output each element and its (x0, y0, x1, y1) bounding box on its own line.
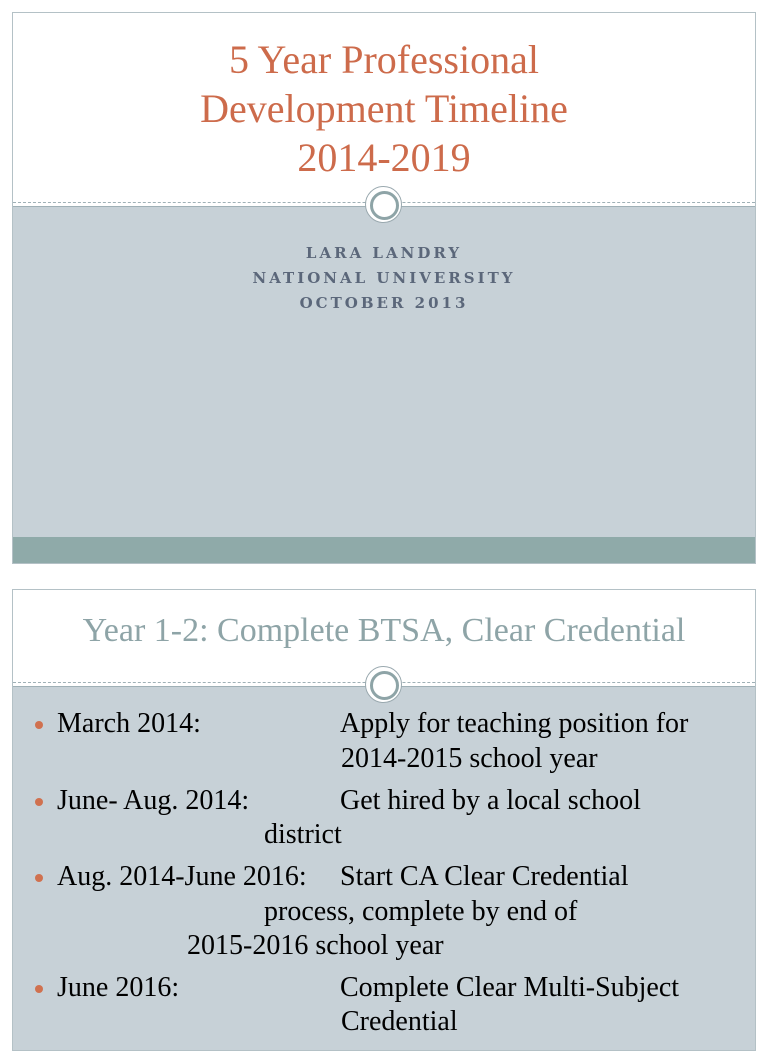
presentation-subtitle (13, 241, 755, 316)
content-slide (12, 589, 756, 1051)
title-slide (12, 12, 756, 564)
author-name: LARA LANDRY (305, 244, 463, 262)
item-text-continued: Credential (341, 1006, 458, 1037)
item-text: Get hired by a local school (340, 785, 641, 816)
item-text: Complete Clear Multi-Subject (340, 972, 680, 1003)
item-text-continued: district (264, 819, 342, 850)
title-line: 5 Year Professional (229, 37, 539, 82)
item-date: March 2014: (57, 708, 201, 739)
item-text-continued: 2015-2016 school year (187, 930, 444, 961)
divider-ring-icon (365, 666, 402, 703)
slide-title: Year 1-2: Complete BTSA, Clear Credential (82, 612, 686, 649)
footer-band (13, 537, 755, 563)
item-date: June 2016: (57, 972, 180, 1003)
title-area (13, 13, 755, 206)
item-date: June- Aug. 2014: (57, 785, 250, 816)
divider-ring-icon (365, 186, 402, 223)
institution: NATIONAL UNIVERSITY (252, 269, 516, 287)
presentation-title (13, 35, 755, 182)
item-text-continued: process, complete by end of (264, 896, 578, 927)
title-line: 2014-2019 (297, 135, 471, 180)
item-text: Start CA Clear Credential (340, 861, 629, 892)
bullet-icon (35, 798, 43, 806)
bullet-icon (35, 985, 43, 993)
presentation-date: OCTOBER 2013 (299, 294, 469, 312)
bullet-icon (35, 721, 43, 729)
bullet-icon (35, 874, 43, 882)
title-line: Development Timeline (200, 86, 568, 131)
item-text: Apply for teaching position for (340, 708, 689, 739)
item-date: Aug. 2014-June 2016: (57, 861, 307, 892)
item-text-continued: 2014-2015 school year (341, 743, 598, 774)
